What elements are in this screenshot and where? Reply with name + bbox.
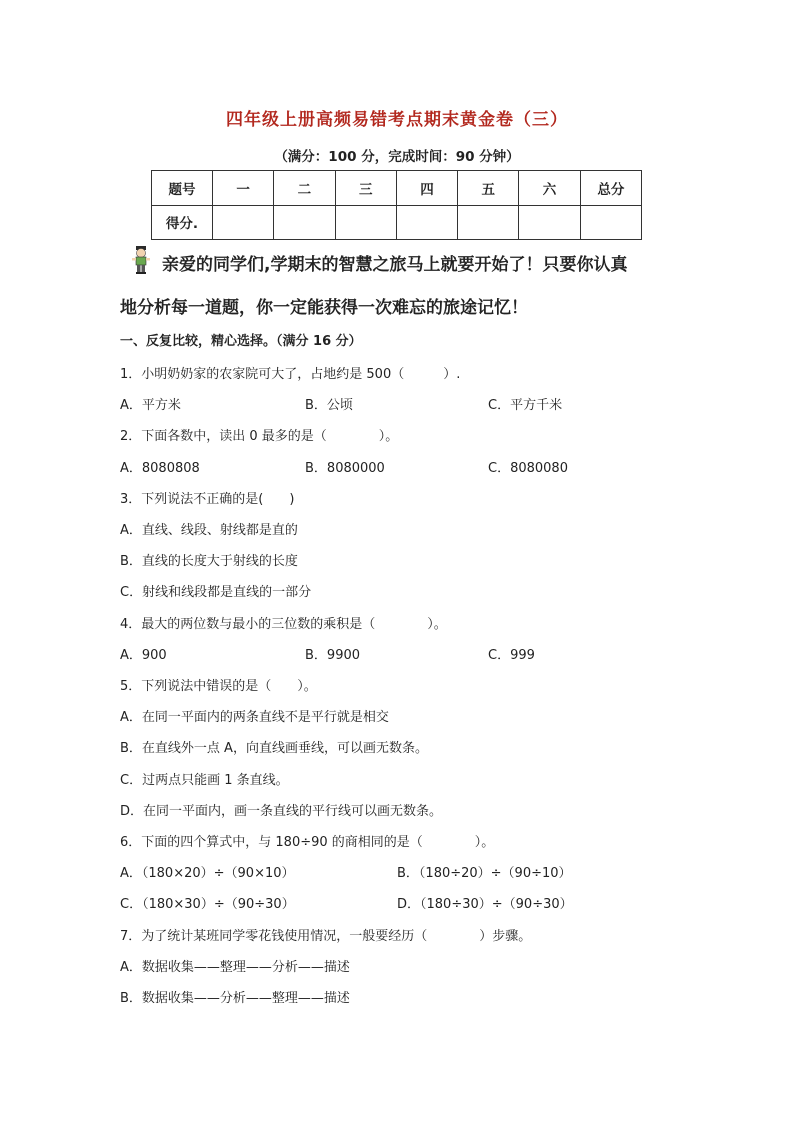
question-6-option-d: D．（180÷30）÷（90÷30） (397, 897, 573, 912)
question-3-option-a: A．直线、线段、射线都是直的 (120, 523, 298, 538)
question-6: 6．下面的四个算式中，与 180÷90 的商相同的是（ ）。 (120, 835, 495, 850)
score-table-header-cell: 题号 (152, 171, 213, 206)
score-table-header-cell: 总分 (580, 171, 641, 206)
score-cell (274, 205, 335, 240)
question-1: 1．小明奶奶家的农家院可大了，占地约是 500（ ）. (120, 367, 461, 382)
score-table-header-cell: 一 (213, 171, 274, 206)
question-4-option-c: C．999 (488, 648, 535, 663)
question-2: 2．下面各数中，读出 0 最多的是（ ）。 (120, 429, 399, 444)
question-2-option-c: C．8080080 (488, 461, 568, 476)
question-4: 4．最大的两位数与最小的三位数的乘积是（ ）。 (120, 617, 447, 632)
question-2-option-b: B．8080000 (305, 461, 385, 476)
score-cell (396, 205, 457, 240)
score-table-header-cell: 二 (274, 171, 335, 206)
intro-line-2: 地分析每一道题，你一定能获得一次难忘的旅途记忆！ (120, 298, 528, 318)
score-cell (580, 205, 641, 240)
question-5-option-c: C．过两点只能画 1 条直线。 (120, 773, 289, 788)
question-7-option-b: B．数据收集——分析——整理——描述 (120, 991, 350, 1006)
question-3: 3．下列说法不正确的是( ) (120, 492, 295, 507)
student-mascot-icon (130, 245, 152, 275)
question-6-option-a: A．（180×20）÷（90×10） (120, 866, 295, 881)
question-1-option-b: B．公顷 (305, 398, 353, 413)
exam-title: 四年级上册高频易错考点期末黄金卷（三） (226, 110, 568, 130)
question-4-option-a: A．900 (120, 648, 167, 663)
question-6-option-c: C．（180×30）÷（90÷30） (120, 897, 295, 912)
score-table-header-cell: 四 (396, 171, 457, 206)
score-table-header-row (152, 171, 642, 206)
score-cell (335, 205, 396, 240)
score-table-header-cell: 六 (519, 171, 580, 206)
score-cell (213, 205, 274, 240)
question-3-option-b: B．直线的长度大于射线的长度 (120, 554, 298, 569)
score-cell (519, 205, 580, 240)
question-7: 7．为了统计某班同学零花钱使用情况，一般要经历（ ）步骤。 (120, 929, 532, 944)
section-heading: 一、反复比较，精心选择。（满分 16 分） (120, 334, 362, 349)
score-row-label: 得分. (152, 205, 213, 240)
intro-line-1: 亲爱的同学们,学期末的智慧之旅马上就要开始了！只要你认真 (162, 255, 628, 275)
question-5-option-b: B．在直线外一点 A，向直线画垂线，可以画无数条。 (120, 741, 428, 756)
question-2-option-a: A．8080808 (120, 461, 200, 476)
exam-subtitle: （满分：100 分，完成时间：90 分钟） (274, 149, 520, 165)
question-4-option-b: B．9900 (305, 648, 361, 663)
question-7-option-a: A．数据收集——整理——分析——描述 (120, 960, 350, 975)
question-5-option-d: D．在同一平面内，画一条直线的平行线可以画无数条。 (120, 804, 443, 819)
question-1-option-c: C．平方千米 (488, 398, 563, 413)
question-5: 5．下列说法中错误的是（ ）。 (120, 679, 317, 694)
score-table-score-row (152, 205, 642, 240)
score-table-header-cell: 五 (458, 171, 519, 206)
question-1-option-a: A．平方米 (120, 398, 181, 413)
score-cell (458, 205, 519, 240)
question-5-option-a: A．在同一平面内的两条直线不是平行就是相交 (120, 710, 389, 725)
score-table (151, 170, 642, 240)
score-table-header-cell: 三 (335, 171, 396, 206)
question-3-option-c: C．射线和线段都是直线的一部分 (120, 585, 312, 600)
question-6-option-b: B．（180÷20）÷（90÷10） (397, 866, 572, 881)
